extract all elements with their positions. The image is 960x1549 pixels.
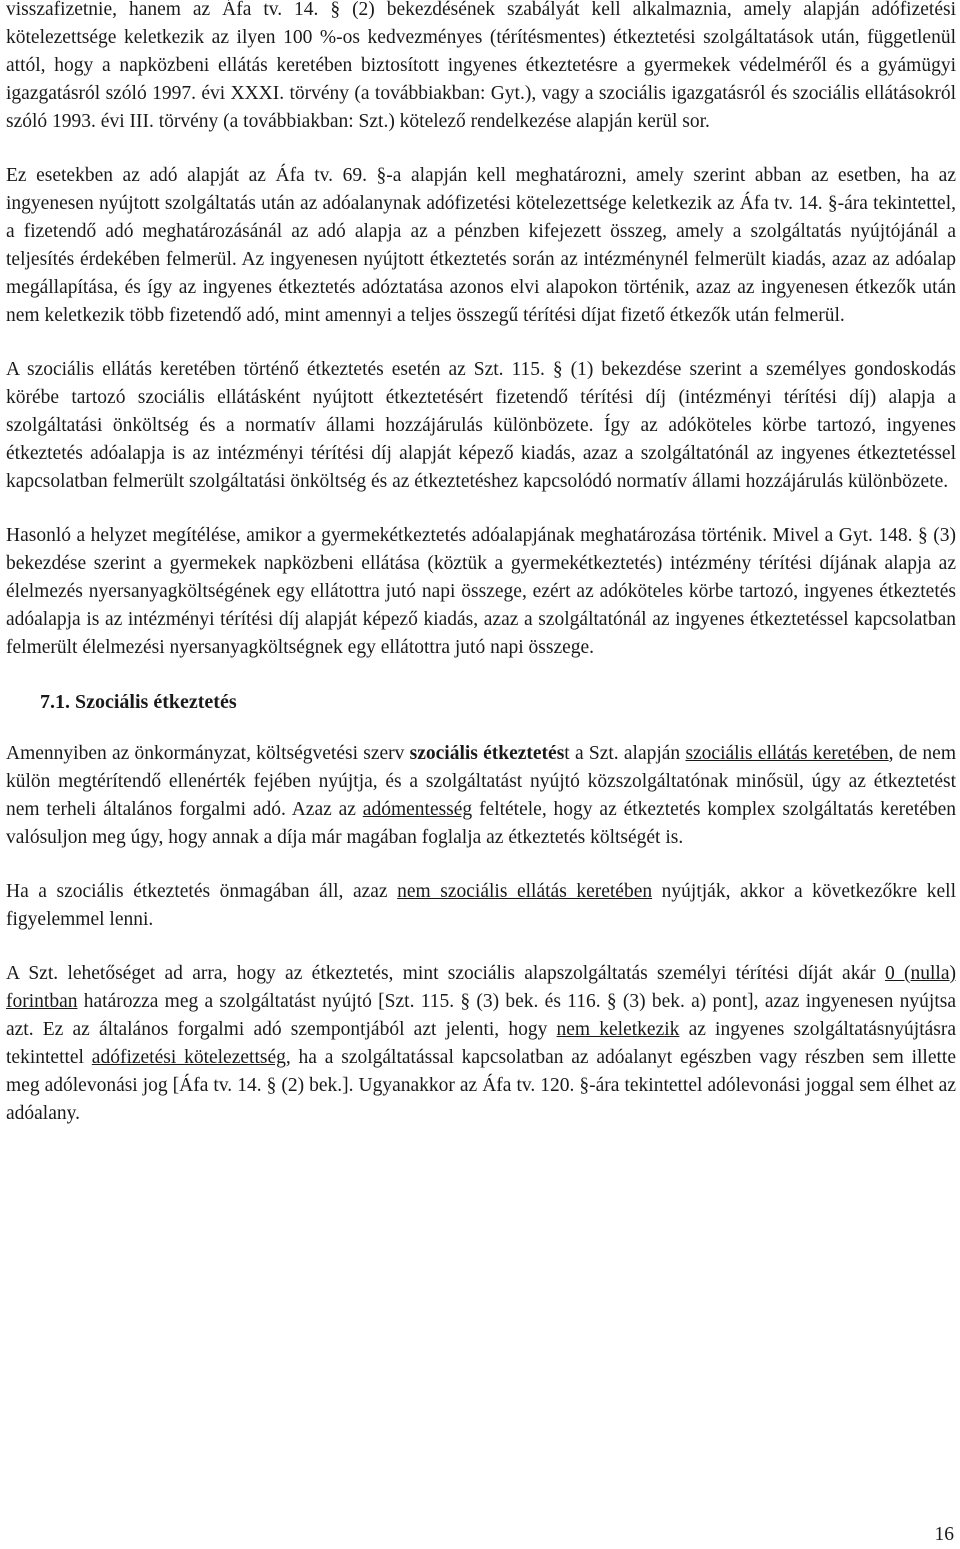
underlined-text: nem keletkezik [556,1019,680,1040]
section-heading: 7.1. Szociális étkeztetés [40,691,237,713]
text-run: visszafizetnie, hanem az Áfa tv. 14. § (2) bekezdésének szabályát kell alkalmaznia, amely alapján adófizetési kötelezettsége keletkezik az ilyen 100 %-os kedvezményes (térítésmentes) étkeztetési szolgáltatások után, függetlenül attól, hogy a napközbeni ellátás keretében biztosított ingyenes étkeztetésre a gyermekek védelméről és a gyámügyi igazgatásról szóló 1997. évi XXXI. törvény (a továbbiakban: Gyt.), vagy a szociális igazgatásról és szociális ellátásokról szóló 1993. évi III. törvény (a továbbiakban: Szt.) kötelező rendelkezése alapján kerül sor. [6,0,956,132]
text-run: Amennyiben az önkormányzat, költségvetési szerv [6,743,410,764]
document-page [6,0,956,1154]
underlined-text: nem szociális ellátás keretében [397,881,653,902]
text-run: Ez esetekben az adó alapját az Áfa tv. 69. §-a alapján kell meghatározni, amely szerint abban az esetben, ha az ingyenesen nyújtott szolgáltatás után az adóalanynak adófizetési kötelezettsége keletkezik az Áfa tv. 14. §-ára tekintettel, a fizetendő adó meghatározásánál az adó alapja az a pénzben kifejezett összeg, amely a szolgáltatás nyújtójánál a teljesítés érdekében felmerül. Az ingyenesen nyújtott étkeztetés során az intézménynél felmerült kiadás, azaz az adóalap megállapítása, és így az ingyenes étkeztetés adóztatása azonos elvi alapokon történik, azaz az ingyenesen étkezők után nem keletkezik több fizetendő adó, mint amennyi a teljes összegű térítési díjat fizető étkezők után felmerül. [6,165,956,326]
text-run: t a Szt. alapján [564,743,686,764]
underlined-text: adómentesség [362,799,473,820]
text-run: , de nem külön megtérítendő ellenérték fejében nyújtja, és a szolgáltatást nyújtó közszolgáltatónak minősül, úgy az étkeztetést nem terheli általános forgalmi adó. Azaz az [6,743,956,820]
paragraph [6,960,956,1128]
text-run: feltétele, hogy az étkeztetés komplex szolgáltatás keretében valósuljon meg úgy, hogy annak a díja már magában foglalja az étkeztetés költségét is. [6,799,957,848]
document-body-upper [6,0,956,662]
text-run: A szociális ellátás keretében történő étkeztetés esetén az Szt. 115. § (1) bekezdése szerint a személyes gondoskodás körébe tartozó szociális ellátásként nyújtott étkeztetésért fizetendő térítési díj (intézményi térítési díj) alapja a szolgáltatási önköltség és a normatív állami hozzájárulás különbözete. Így az adóköteles körbe tartozó, ingyenes étkeztetés adóalapja is az intézményi térítési díj alapját képező kiadás, azaz a szolgáltatónál az ingyenes étkeztetéssel kapcsolatban felmerült szolgáltatási önköltség és az étkeztetéshez kapcsolódó normatív állami hozzájárulás különbözete. [6,359,956,492]
text-run: Ha a szociális étkeztetés önmagában áll, azaz [6,881,398,902]
underlined-text: 0 (nulla) forintban [6,963,956,1012]
text-run: nyújtják, akkor a következőkre kell figyelemmel lenni. [6,881,956,930]
paragraph [6,740,956,852]
paragraph [6,0,956,136]
text-run: határozza meg a szolgáltatást nyújtó [Szt. 115. § (3) bek. és 116. § (3) bek. a) pont], azaz ingyenesen nyújtsa azt. Ez az általános forgalmi adó szempontjából azt jelenti, hogy [6,991,956,1040]
paragraph [6,522,956,662]
text-run: Hasonló a helyzet megítélése, amikor a gyermekétkeztetés adóalapjának meghatározása történik. Mivel a Gyt. 148. § (3) bekezdése szerint a gyermekek napközbeni ellátása (köztük a gyermekétkeztetés) intézmény térítési díjának alapja az élelmezés nyersanyagköltségének egy ellátottra jutó napi összege, ezért az adóköteles körbe tartozó, ingyenes étkeztetés adóalapja is az intézményi térítési díj alapját képező kiadás, azaz a szolgáltatónál az ingyenes étkeztetéssel kapcsolatban felmerült élelmezési nyersanyagköltségnek egy ellátottra jutó napi összege. [6,525,956,658]
paragraph [6,878,956,934]
underlined-text: adófizetési kötelezettség [91,1047,286,1068]
underlined-text: szociális ellátás keretében [685,743,889,764]
text-run: A Szt. lehetőséget ad arra, hogy az étkeztetés, mint szociális alapszolgáltatás személyi térítési díját akár [6,963,885,984]
paragraph [6,356,956,496]
document-body-lower [6,740,956,1128]
paragraph [6,162,956,330]
bold-text: szociális étkeztetés [409,743,565,764]
text-run: , ha a szolgáltatással kapcsolatban az adóalanyt egészben vagy részben sem illette meg adólevonási jog [Áfa tv. 14. § (2) bek.]. Ugyanakkor az Áfa tv. 120. §-ára tekintettel adólevonási joggal sem élhet az adóalany. [6,1047,956,1124]
page-number: 16 [934,1524,954,1545]
text-run: az ingyenes szolgáltatásnyújtásra tekintettel [6,1019,956,1068]
